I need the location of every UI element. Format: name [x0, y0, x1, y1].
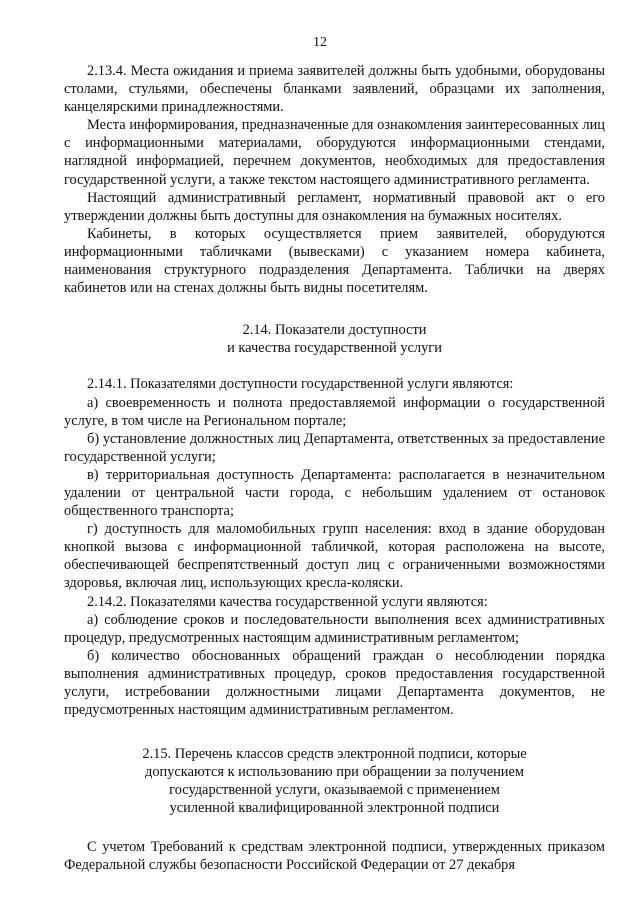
- paragraph: 2.13.4. Места ожидания и приема заявителей должны быть удобными, оборудованы столами, стульями, обеспечены бланками заявлений, образцами их заполнения, канцелярскими принадлежностями.: [64, 63, 605, 116]
- section-heading-line: усиленной квалифицированной электронной подписи: [169, 800, 500, 817]
- document-body: [64, 62, 605, 874]
- paragraph: С учетом Требований к средствам электронной подписи, утвержденных приказом Федеральной службы безопасности Российской Федерации от 27 декабря: [64, 838, 605, 873]
- section-heading-line: государственной услуги, оказываемой с применением: [169, 782, 500, 799]
- section-heading-line: 2.14. Показатели доступности: [242, 322, 427, 339]
- spacer: [64, 818, 605, 838]
- paragraph: 2.14.2. Показателями качества государственной услуги являются:: [87, 593, 488, 610]
- spacer: [64, 357, 605, 375]
- paragraph: б) количество обоснованных обращений граждан о несоблюдении порядка выполнения административных процедур, сроков предоставления государственной услуги, истребовании должностными лицами Департамента документов, не предусмотренных настоящим административным регламентом.: [64, 647, 605, 719]
- spacer: [64, 297, 605, 321]
- paragraph: а) соблюдение сроков и последовательности выполнения всех административных процедур, предусмотренных настоящим административным регламентом;: [64, 611, 605, 646]
- section-heading: [64, 321, 605, 357]
- paragraph: в) территориальная доступность Департамента: располагается в незначительном удалении от центральной части города, с небольшим удалением от остановок общественного транспорта;: [64, 466, 605, 520]
- section-heading-line: и качества государственной услуги: [227, 340, 442, 357]
- section-heading-line: допускаются к использованию при обращении за получением: [145, 764, 524, 781]
- spacer: [64, 719, 605, 745]
- paragraph: б) установление должностных лиц Департамента, ответственных за предоставление государственной услуги;: [64, 430, 605, 465]
- section-heading: [64, 745, 605, 817]
- paragraph: Кабинеты, в которых осуществляется прием заявителей, оборудуются информационными табличками (вывесками) с указанием номера кабинета, наименования структурного подразделения Департамента. Таблички на дверях кабинетов или на стенах должны быть видны посетителям.: [64, 225, 605, 297]
- paragraph: Места информирования, предназначенные для ознакомления заинтересованных лиц с информационными материалами, оборудуются информационными стендами, наглядной информацией, перечнем документов, необходимых для предоставления государственной услуги, а также текстом настоящего административного регламента.: [64, 117, 605, 188]
- paragraph: Настоящий административный регламент, нормативный правовой акт о его утверждении должны быть доступны для ознакомления на бумажных носителях.: [64, 189, 605, 224]
- section-heading-line: 2.15. Перечень классов средств электронной подписи, которые: [142, 746, 527, 763]
- page-number: 12: [313, 35, 327, 50]
- paragraph: 2.14.1. Показателями доступности государственной услуги являются:: [87, 376, 514, 393]
- paragraph: а) своевременность и полнота предоставляемой информации о государственной услуге, в том числе на Региональном портале;: [64, 394, 605, 429]
- paragraph: г) доступность для маломобильных групп населения: вход в здание оборудован кнопкой вызова с информационной табличкой, которая расположена на высоте, обеспечивающей беспрепятственный доступ лиц с ограниченными возможностями здоровья, включая лиц, использующих кресла-коляски.: [64, 521, 605, 592]
